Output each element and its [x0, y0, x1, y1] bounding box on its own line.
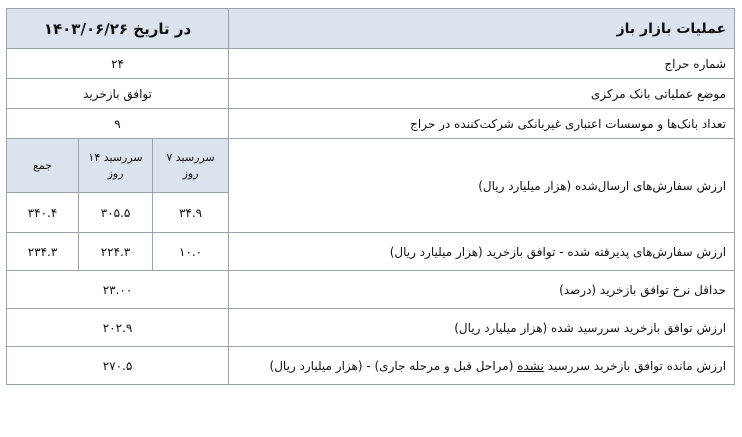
table-title: عملیات بازار باز — [229, 9, 735, 49]
column-header-7-day: سررسید ۷ روز — [153, 139, 229, 193]
table-row-outstanding — [7, 347, 735, 385]
participants-value: ۹ — [7, 109, 229, 139]
table-header-row — [7, 9, 735, 49]
matured-value-value: ۲۰۲.۹ — [7, 309, 229, 347]
table-row-matured-value — [7, 309, 735, 347]
accepted-14-day-value: ۲۲۴.۳ — [79, 233, 153, 271]
matured-value-label: ارزش توافق بازخرید سررسید شده (هزار میلیارد ریال) — [229, 309, 735, 347]
operation-stance-label: موضع عملیاتی بانک مرکزی — [229, 79, 735, 109]
operation-stance-value: توافق بازخرید — [7, 79, 229, 109]
submitted-14-day-value: ۳۰۵.۵ — [79, 193, 153, 233]
submitted-orders-label: ارزش سفارش‌های ارسال‌شده (هزار میلیارد ریال) — [229, 139, 735, 233]
outstanding-label-underlined: نشده — [517, 358, 544, 373]
auction-number-value: ۲۴ — [7, 49, 229, 79]
outstanding-label-part-1: ارزش مانده توافق بازخرید سررسید — [543, 358, 727, 373]
outstanding-value: ۲۷۰.۵ — [7, 347, 229, 385]
auction-number-label: شماره حراج — [229, 49, 735, 79]
table-row-participants — [7, 109, 735, 139]
submitted-7-day-value: ۳۴.۹ — [153, 193, 229, 233]
table-row-operation-stance — [7, 79, 735, 109]
accepted-orders-label: ارزش سفارش‌های پذیرفته شده - توافق بازخرید (هزار میلیارد ریال) — [229, 233, 735, 271]
outstanding-label — [229, 347, 735, 385]
accepted-total-value: ۲۳۴.۳ — [7, 233, 79, 271]
min-rate-value: ۲۳.۰۰ — [7, 271, 229, 309]
open-market-operations-table — [6, 8, 735, 385]
column-header-total: جمع — [7, 139, 79, 193]
submitted-total-value: ۳۴۰.۴ — [7, 193, 79, 233]
outstanding-label-part-2: (مراحل قبل و مرحله جاری) - (هزار میلیارد ریال) — [269, 358, 518, 373]
accepted-7-day-value: ۱۰.۰ — [153, 233, 229, 271]
participants-label: تعداد بانک‌ها و موسسات اعتباری غیربانکی شرکت‌کننده در حراج — [229, 109, 735, 139]
table-row-accepted-orders — [7, 233, 735, 271]
min-rate-label: حداقل نرخ توافق بازخرید (درصد) — [229, 271, 735, 309]
table-row-submitted-orders-header — [7, 139, 735, 193]
column-header-14-day: سررسید ۱۴ روز — [79, 139, 153, 193]
table-row-auction-number — [7, 49, 735, 79]
table-row-min-rate — [7, 271, 735, 309]
report-date: در تاریخ ۱۴۰۳/۰۶/۲۶ — [7, 9, 229, 49]
